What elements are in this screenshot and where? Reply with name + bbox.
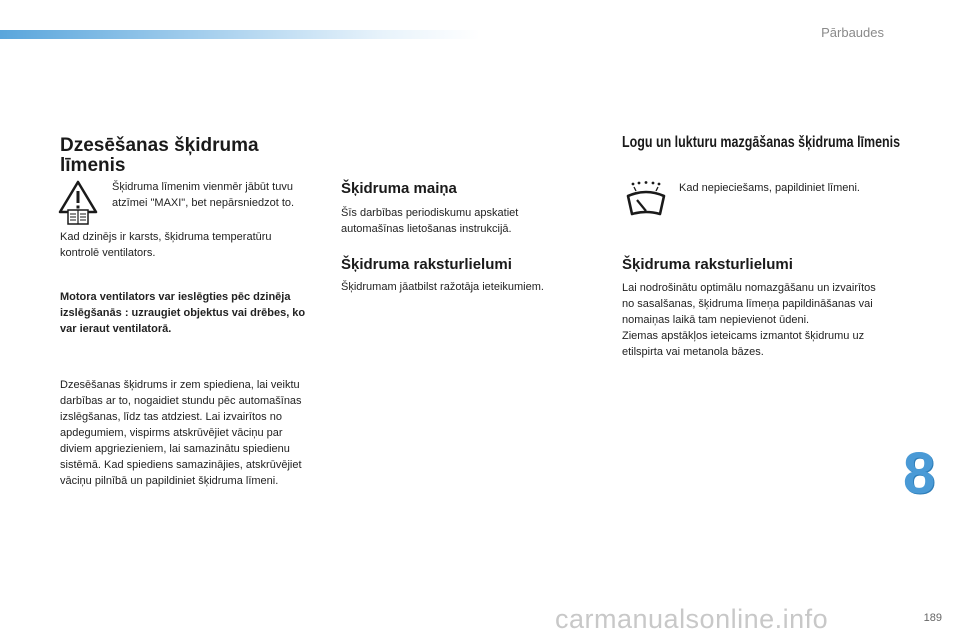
header-accent-bar: [0, 30, 480, 39]
pressure-note: Dzesēšanas šķidrums ir zem spiediena, lai veiktu darbības ar to, nogaidiet stundu pēc automašīnas izslēgšanas, līdz tas atdziest. Lai izvairītos no apdegumiem, vispirms atskrūvējiet vāciņu par diviem apgriezieniem, lai samazinātu spiedienu sistēmā. Kad spiediens samazinājies, atskrūvējiet vāciņu pilnībā un papildiniet šķidruma līmeni.: [60, 379, 302, 487]
chapter-number: 8: [903, 441, 936, 506]
page-number: 189: [923, 612, 942, 624]
fan-warning: Motora ventilators var ieslēgties pēc dzinēja izslēgšanās : uzraugiet objektus vai drēbes, ko var ieraut ventilatorā.: [60, 291, 306, 335]
coolant-level-title: Dzesēšanas šķidruma līmenis: [60, 135, 259, 176]
fluid-specs-text-middle: Šķidrumam jāatbilst ražotāja ieteikumiem.: [341, 281, 544, 293]
fluid-specs-title-right: Šķidruma raksturlielumi: [622, 256, 793, 273]
fluid-specs-text-right: Lai nodrošinātu optimālu nomazgāšanu un izvairītos no sasalšanas, šķidruma līmeņa papildināšanas vai nomaiņas laikā tam nepievienot ūdeni. Ziemas apstākļos ieteicams izmantot šķidrumu uz etilspirta vai metanola bāzes.: [622, 282, 876, 358]
fluid-change-title: Šķidruma maiņa: [341, 180, 457, 197]
windshield-washer-icon: [624, 180, 668, 225]
washer-level-title: Logu un lukturu mazgāšanas šķidruma līmenis: [622, 134, 901, 151]
watermark: carmanualsonline.info: [555, 604, 829, 634]
warning-triangle-book-icon: [58, 180, 98, 231]
coolant-icon-note: Šķidruma līmenim vienmēr jābūt tuvu atzīmei "MAXI", bet nepārsniedzot to.: [112, 181, 295, 209]
washer-icon-note: Kad nepieciešams, papildiniet līmeni.: [679, 182, 860, 194]
section-name: Pārbaudes: [821, 25, 884, 40]
fluid-change-text: Šīs darbības periodiskumu apskatiet automašīnas lietošanas instrukcijā.: [341, 207, 519, 235]
hot-engine-note: Kad dzinējs ir karsts, šķidruma temperatūru kontrolē ventilators.: [60, 231, 272, 259]
fluid-specs-title-middle: Šķidruma raksturlielumi: [341, 256, 512, 273]
